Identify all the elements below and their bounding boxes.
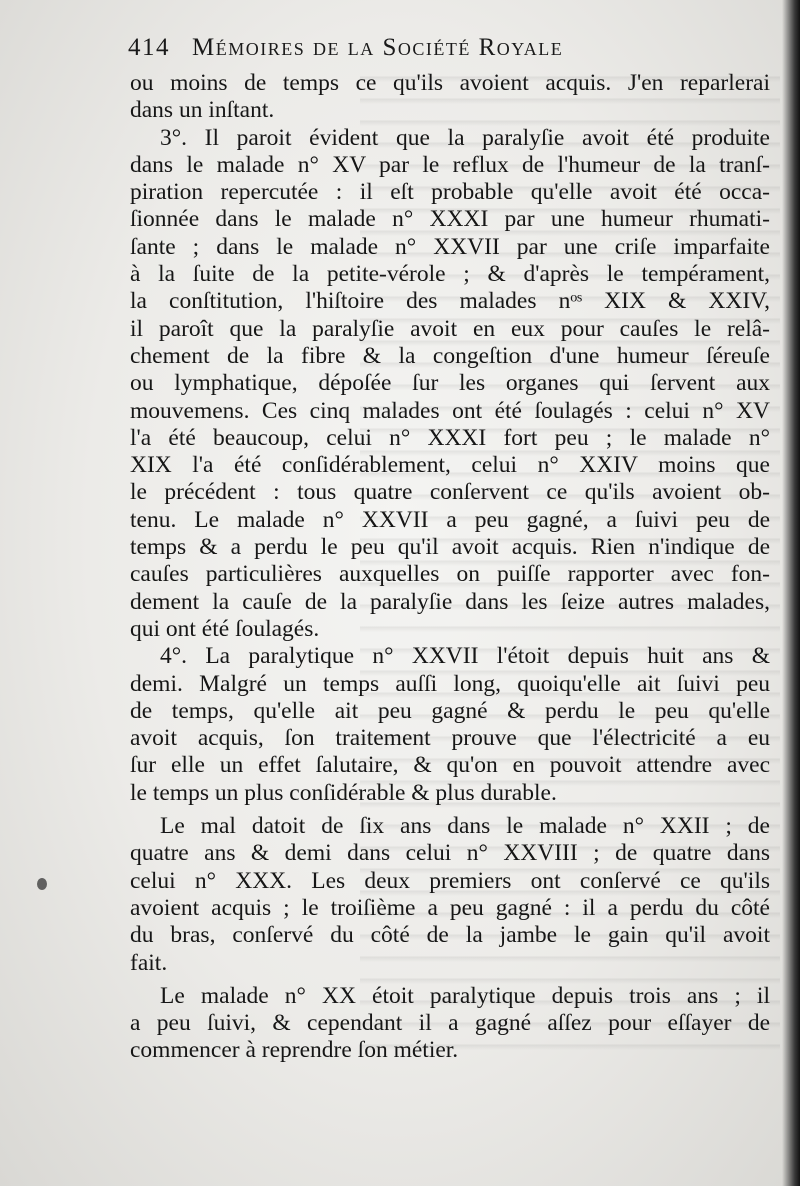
text-line: le précédent : tous quatre conſervent ce qu'ils avoient ob-	[130, 479, 770, 506]
text-line: ou moins de temps ce qu'ils avoient acquis. J'en reparlerai	[130, 70, 770, 96]
text-line: mouvemens. Ces cinq malades ont été ſoulagés : celui n° XV	[130, 397, 770, 424]
gutter-shadow	[782, 0, 800, 1186]
text-line: il paroît que la paralyſie avoit en eux pour cauſes le relâ-	[130, 315, 770, 342]
body-text	[130, 70, 770, 1065]
text-line: chement de la fibre & la congeſtion d'une humeur ſéreuſe	[130, 342, 770, 369]
text-line: qui ont été ſoulagés.	[130, 615, 320, 642]
text-line: celui n° XXX. Les deux premiers ont conſervé ce qu'ils	[130, 867, 770, 894]
text-line: ſur elle un effet ſalutaire, & qu'on en pouvoit attendre avec	[130, 752, 770, 779]
text-line: XIX l'a été conſidérablement, celui n° XXIV moins que	[130, 452, 770, 479]
page-number: 414	[128, 34, 170, 61]
text-line: le temps un plus conſidérable & plus durable.	[130, 779, 557, 806]
running-title: Mémoires de la Société Royale	[192, 34, 564, 61]
text-line: cauſes particulières auxquelles on puiſſe rapporter avec fon-	[130, 561, 770, 588]
text-line: 3°. Il paroit évident que la paralyſie avoit été produite	[160, 124, 770, 151]
text-line: quatre ans & demi dans celui n° XXVIII ; de quatre dans	[130, 840, 770, 867]
text-line: ſionnée dans le malade n° XXXI par une humeur rhumati-	[130, 206, 770, 233]
text-line: commencer à reprendre ſon métier.	[130, 1037, 459, 1064]
text-line: tenu. Le malade n° XXVII a peu gagné, a ſuivi peu de	[130, 506, 770, 533]
text-line: Le malade n° XX étoit paralytique depuis trois ans ; il	[160, 982, 770, 1009]
text-line: à la ſuite de la petite-vérole ; & d'après le tempérament,	[130, 261, 770, 288]
text-line: dans un inſtant.	[130, 97, 275, 124]
ink-speck	[37, 878, 47, 890]
text-line: piration repercutée : il eſt probable qu'elle avoit été occa-	[130, 179, 770, 206]
text-line: demi. Malgré un temps auſſi long, quoiqu'elle ait ſuivi peu	[130, 670, 770, 697]
text-line: a peu ſuivi, & cependant il a gagné aſſez pour eſſayer de	[130, 1010, 770, 1037]
text-line: temps & a perdu le peu qu'il avoit acquis. Rien n'indique de	[130, 534, 770, 561]
text-line: avoit acquis, ſon traitement prouve que l'électricité a eu	[130, 725, 770, 752]
text-line: Le mal datoit de ſix ans dans le malade n° XXII ; de	[160, 813, 770, 840]
text-line: dans le malade n° XV par le reflux de l'humeur de la tranſ-	[130, 151, 770, 178]
text-line: de temps, qu'elle ait peu gagné & perdu le peu qu'elle	[130, 697, 770, 724]
text-line: 4°. La paralytique n° XXVII l'étoit depuis huit ans &	[160, 643, 770, 670]
text-line: la conſtitution, l'hiſtoire des malades nᵒˢ XIX & XXIV,	[130, 288, 770, 315]
text-line: ou lymphatique, dépoſée ſur les organes qui ſervent aux	[130, 370, 770, 397]
text-line: fait.	[130, 949, 168, 976]
page-header	[128, 34, 768, 62]
text-line: avoient acquis ; le troiſième a peu gagné : il a perdu du côté	[130, 894, 770, 921]
text-line: l'a été beaucoup, celui n° XXXI fort peu ; le malade n°	[130, 424, 770, 451]
text-line: dement la cauſe de la paralyſie dans les ſeize autres malades,	[130, 588, 770, 615]
text-line: ſante ; dans le malade n° XXVII par une criſe imparfaite	[130, 233, 770, 260]
text-line: du bras, conſervé du côté de la jambe le gain qu'il avoit	[130, 922, 770, 949]
